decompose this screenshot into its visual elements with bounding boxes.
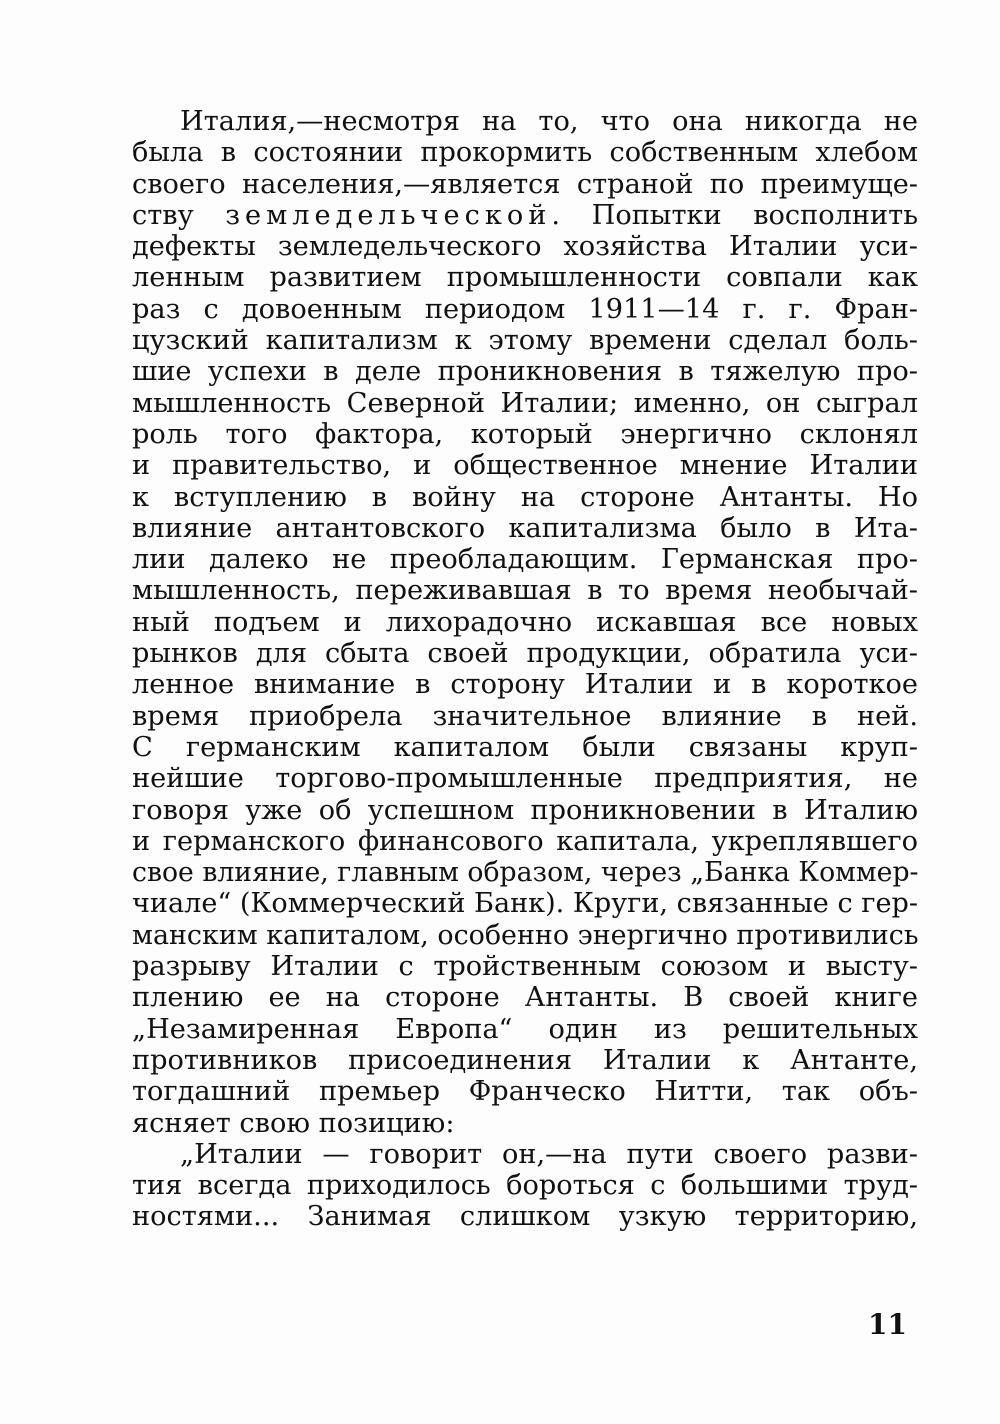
text-line: была в состоянии прокормить собственным хлебом bbox=[132, 137, 918, 169]
text-line: тогдашний премьер Франческо Нитти, так объ- bbox=[132, 1076, 918, 1108]
quote-line: тия всегда приходилось бороться с большими труд- bbox=[132, 1170, 918, 1202]
text-line: говоря уже об успешном проникновении в Италию bbox=[132, 794, 918, 826]
text-line: ленным развитием промышленности совпали как bbox=[132, 262, 918, 294]
text-line: мышленность, переживавшая в то время необычай- bbox=[132, 575, 918, 607]
text-line: и германского финансового капитала, укреплявшего bbox=[132, 825, 918, 857]
text-line: Италия,—несмотря на то, что она никогда не bbox=[180, 106, 918, 137]
quote-line: ностями... Занимая слишком узкую территорию, bbox=[132, 1201, 918, 1233]
text-line: манским капиталом, особенно энергично противились bbox=[132, 919, 919, 951]
text-line: чиале“ (Коммерческий Банк). Круги, связанные с гер- bbox=[132, 888, 918, 920]
text-line: и правительство, и общественное мнение Италии bbox=[132, 450, 918, 482]
text-line bbox=[132, 200, 918, 231]
text-line: разрыву Италии с тройственным союзом и высту- bbox=[132, 951, 918, 983]
text-line: рынков для сбыта своей продукции, обратила уси- bbox=[132, 638, 918, 670]
text-line: своего населения,—является страной по преимуще- bbox=[132, 168, 918, 200]
text-line: ясняет свою позицию: bbox=[132, 1107, 455, 1139]
text-line: шие успехи в деле проникновения в тяжелую про- bbox=[132, 356, 918, 388]
text-line: лии далеко не преобладающим. Германская про- bbox=[132, 544, 918, 576]
text-line: ленное внимание в сторону Италии и в короткое bbox=[132, 669, 918, 701]
page-number: 11 bbox=[868, 1308, 907, 1341]
text-fragment: . Попытки восполнить bbox=[551, 199, 918, 231]
text-line: к вступлению в войну на стороне Антанты. Но bbox=[132, 481, 918, 513]
text-line: мышленность Северной Италии; именно, он сыграл bbox=[132, 387, 918, 419]
body-text bbox=[132, 106, 918, 1233]
text-line: цузский капитализм к этому времени сделал боль- bbox=[132, 325, 918, 357]
text-line: плению ее на стороне Антанты. В своей книге bbox=[132, 982, 918, 1014]
text-line: ный подъем и лихорадочно искавшая все новых bbox=[132, 606, 918, 638]
text-line: С германским капиталом были связаны круп- bbox=[132, 731, 918, 763]
text-line: раз с довоенным периодом 1911—14 г. г. Фран- bbox=[132, 293, 918, 325]
text-line: нейшие торгово-промышленные предприятия, не bbox=[132, 763, 918, 795]
text-fragment: ству bbox=[132, 199, 226, 231]
text-line: влияние антантовского капитализма было в Ита- bbox=[132, 512, 918, 544]
text-line: свое влияние, главным образом, через „Банка Коммер- bbox=[132, 857, 919, 889]
text-line: „Незамиренная Европа“ один из решительных bbox=[132, 1013, 918, 1045]
text-line: роль того фактора, который энергично склонял bbox=[132, 418, 918, 450]
text-line: время приобрела значительное влияние в ней. bbox=[132, 700, 918, 732]
quote-line: „Италии — говорит он,—на пути своего разви- bbox=[180, 1138, 918, 1170]
emphasized-word: земледельческой bbox=[225, 199, 552, 231]
text-line: дефекты земледельческого хозяйства Италии уси- bbox=[132, 231, 918, 263]
text-line: противников присоединения Италии к Антанте, bbox=[132, 1044, 918, 1076]
